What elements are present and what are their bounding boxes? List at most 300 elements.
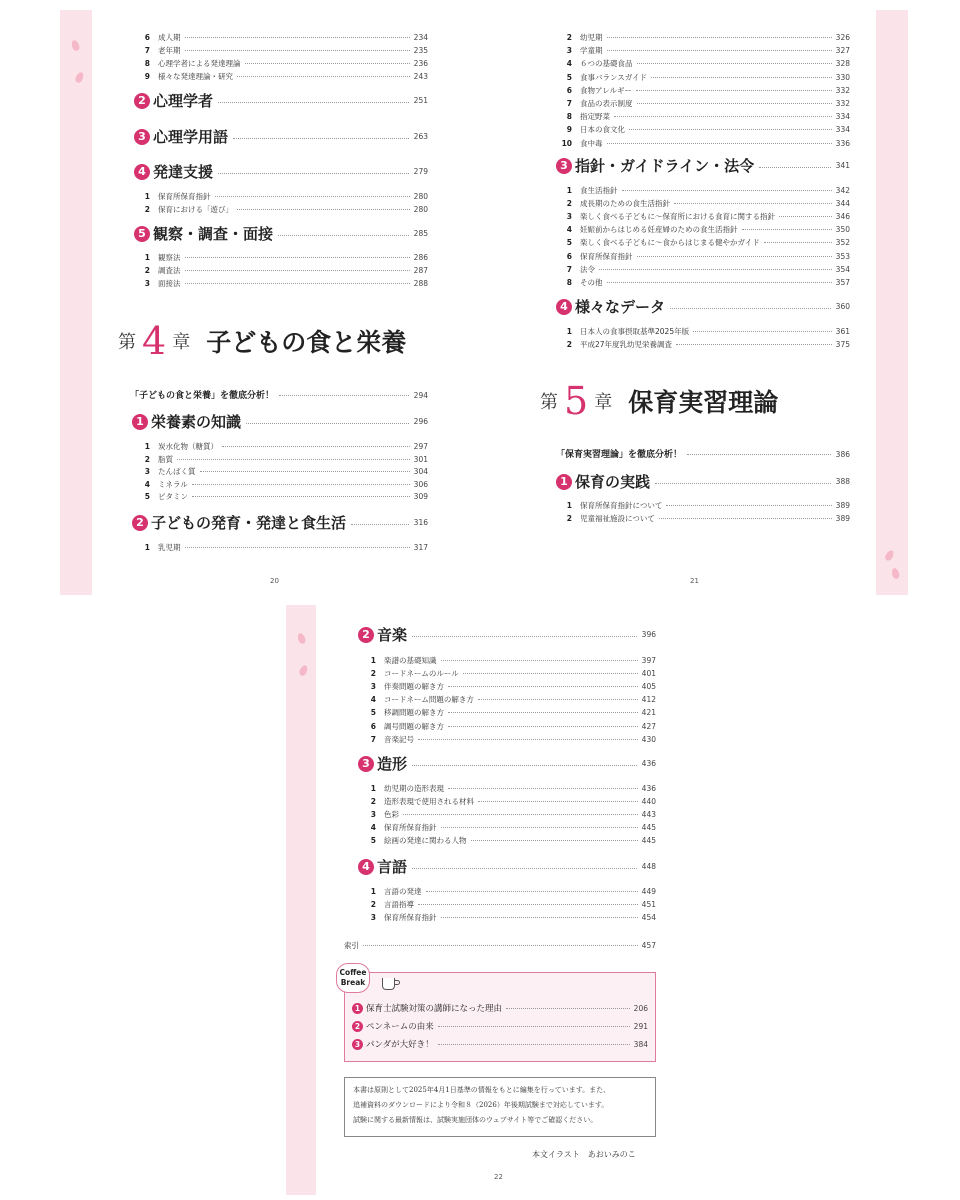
toc-entry[interactable] <box>362 822 656 833</box>
coffee-break-item[interactable] <box>352 1038 648 1050</box>
chapter-analysis-link[interactable] <box>130 388 428 401</box>
entry-page: 421 <box>641 708 656 718</box>
section-heading[interactable] <box>132 411 428 432</box>
toc-entry[interactable] <box>136 479 428 490</box>
coffee-item-badge: 3 <box>352 1039 363 1050</box>
leader-dots <box>438 1044 630 1045</box>
entry-number: 3 <box>370 682 376 692</box>
section-title: 観察・調査・面接 <box>153 225 274 243</box>
entry-number: 2 <box>566 33 572 42</box>
leader-dots <box>237 76 410 77</box>
leader-dots <box>448 712 638 713</box>
toc-entry[interactable] <box>558 32 850 43</box>
entry-title: 指定野菜 <box>580 112 610 122</box>
section-heading[interactable] <box>134 126 428 147</box>
coffee-item-badge: 2 <box>352 1021 363 1032</box>
leader-dots <box>426 891 638 892</box>
chapter-analysis-link[interactable] <box>556 447 850 460</box>
entry-number: 6 <box>566 85 572 95</box>
section-heading[interactable] <box>134 161 428 182</box>
entry-title: 保育所保育指針 <box>580 251 633 261</box>
entry-number: 7 <box>566 264 572 274</box>
entry-title: 観察法 <box>158 253 181 262</box>
toc-entry[interactable] <box>362 809 656 820</box>
entry-number: 10 <box>561 138 572 148</box>
toc-entry[interactable] <box>558 138 850 149</box>
toc-entry[interactable] <box>362 912 656 923</box>
entry-number: 2 <box>566 514 572 523</box>
entry-page: 332 <box>835 85 850 95</box>
toc-entry[interactable] <box>136 204 428 215</box>
entry-page: 280 <box>413 205 428 214</box>
coffee-cup-icon <box>382 978 395 990</box>
notice-line: 試験に関する最新情報は、試験実施団体のウェブサイト等でご確認ください。 <box>353 1116 598 1124</box>
leader-dots <box>471 840 638 841</box>
entry-page: 361 <box>835 327 850 336</box>
leader-dots <box>185 547 410 548</box>
index-title: 索引 <box>344 941 359 950</box>
leader-dots <box>233 138 409 139</box>
leader-dots <box>441 917 638 918</box>
entry-title: 保育所保育指針 <box>158 192 211 201</box>
entry-page: 336 <box>835 138 850 148</box>
entry-page: 451 <box>641 900 656 910</box>
section-number-badge: 2 <box>132 515 148 531</box>
section-heading[interactable] <box>556 155 850 176</box>
leader-dots <box>607 37 832 38</box>
entry-number: 1 <box>370 656 376 665</box>
entry-number: 4 <box>566 59 572 69</box>
entry-number: 1 <box>144 543 150 552</box>
section-number-badge: 3 <box>556 158 572 174</box>
entry-page: 334 <box>835 112 850 122</box>
entry-number: 4 <box>370 695 376 705</box>
leader-dots <box>185 50 410 51</box>
entry-page: 309 <box>413 492 428 501</box>
leader-dots <box>177 459 410 460</box>
section-title: 様々なデータ <box>575 298 666 316</box>
entry-page: 443 <box>641 810 656 820</box>
coffee-break-item[interactable] <box>352 1020 648 1032</box>
coffee-item-title: パンダが大好き！ <box>366 1040 434 1050</box>
entry-number: 1 <box>144 442 150 451</box>
entry-title: ミネラル <box>158 479 188 489</box>
section-page: 279 <box>413 167 428 176</box>
coffee-item-page: 206 <box>633 1004 648 1013</box>
section-title: 栄養素の知識 <box>151 413 242 431</box>
leader-dots <box>651 77 832 78</box>
toc-entry[interactable] <box>558 513 850 524</box>
entry-number: 1 <box>566 501 572 510</box>
entry-number: 1 <box>144 192 150 201</box>
toc-entry[interactable] <box>362 707 656 718</box>
entry-title: 保育所保育指針について <box>580 501 663 510</box>
leader-dots <box>655 483 831 484</box>
toc-entry[interactable] <box>136 491 428 502</box>
entry-page: 235 <box>413 46 428 55</box>
leader-dots <box>245 63 410 64</box>
entry-number: 8 <box>566 277 572 287</box>
entry-title: 面接法 <box>158 279 181 288</box>
toc-entry[interactable] <box>558 85 850 96</box>
entry-title: コードネームのルール <box>384 669 459 679</box>
toc-entry[interactable] <box>136 542 428 553</box>
leader-dots <box>441 660 638 661</box>
entry-title: 音楽記号 <box>384 734 414 744</box>
leader-dots <box>687 454 831 455</box>
section-number-badge: 3 <box>134 129 150 145</box>
entry-title: 楽しく食べる子どもに～保育所における食育に関する指針 <box>580 212 775 222</box>
entry-title: 様々な発達理論・研究 <box>158 72 233 81</box>
coffee-item-title: 保育士試験対策の講師になった理由 <box>366 1004 503 1014</box>
entry-page: 332 <box>835 99 850 108</box>
section-page: 448 <box>641 862 656 871</box>
entry-number: 7 <box>566 99 572 108</box>
entry-title: 食生活指針 <box>580 186 618 195</box>
petal-icon <box>891 567 901 579</box>
entry-title: 保育所保育指針 <box>384 913 437 923</box>
entry-number: 9 <box>566 125 572 135</box>
coffee-item-title: ペンネームの由来 <box>366 1022 434 1032</box>
leader-dots <box>438 1026 630 1027</box>
leader-dots <box>759 167 831 168</box>
toc-entry[interactable] <box>558 251 850 262</box>
entry-title: 学童期 <box>580 46 603 56</box>
section-title: 子どもの発育・発達と食生活 <box>151 514 347 532</box>
entry-number: 5 <box>370 836 376 846</box>
toc-entry[interactable] <box>362 694 656 705</box>
toc-entry[interactable] <box>558 58 850 69</box>
leader-dots <box>614 116 832 117</box>
entry-number: 2 <box>144 454 150 464</box>
page-number: 20 <box>270 577 279 585</box>
entry-title: 調号問題の解き方 <box>384 721 444 731</box>
entry-title: 幼児期 <box>580 33 603 42</box>
toc-entry[interactable] <box>558 277 850 288</box>
leader-dots <box>403 814 638 815</box>
chapter-suffix: 章 <box>172 332 191 353</box>
chapter-number: 4 <box>142 319 167 363</box>
leader-dots <box>463 673 638 674</box>
section-title: 指針・ガイドライン・法令 <box>575 157 755 175</box>
section-number-badge: 4 <box>358 859 374 875</box>
leader-dots <box>218 173 409 174</box>
section-page: 388 <box>835 477 850 486</box>
toc-entry[interactable] <box>558 72 850 83</box>
toc-entry[interactable] <box>362 796 656 807</box>
entry-number: 1 <box>144 253 150 262</box>
entry-number: 4 <box>370 823 376 833</box>
section-page: 436 <box>641 759 656 768</box>
toc-entry[interactable] <box>362 668 656 679</box>
toc-entry[interactable] <box>558 264 850 275</box>
entry-title: 日本の食文化 <box>580 125 625 135</box>
toc-entry[interactable] <box>558 185 850 196</box>
leader-dots <box>693 331 832 332</box>
toc-entry[interactable] <box>136 58 428 69</box>
entry-number: 7 <box>144 46 150 55</box>
entry-number: 2 <box>370 669 376 679</box>
entry-title: 楽しく食べる子どもに～食からはじまる健やかガイド <box>580 238 760 248</box>
leader-dots <box>779 216 832 217</box>
entry-page: 346 <box>835 212 850 222</box>
index-page: 457 <box>641 941 656 950</box>
toc-entry[interactable] <box>558 198 850 209</box>
leader-dots <box>448 726 638 727</box>
entry-page: 350 <box>835 225 850 235</box>
section-heading[interactable] <box>134 223 428 244</box>
entry-title: 色彩 <box>384 810 399 820</box>
entry-page: 326 <box>835 33 850 42</box>
entry-page: 401 <box>641 669 656 679</box>
notice-box <box>344 1077 656 1137</box>
section-page: 263 <box>413 132 428 141</box>
entry-number: 5 <box>566 238 572 248</box>
toc-entry[interactable] <box>362 721 656 732</box>
entry-number: 2 <box>370 900 376 910</box>
entry-page: 389 <box>835 501 850 510</box>
entry-page: 288 <box>413 279 428 288</box>
leader-dots <box>192 484 410 485</box>
toc-entry[interactable] <box>362 835 656 846</box>
entry-number: 6 <box>144 33 150 42</box>
section-title: 心理学者 <box>153 92 214 110</box>
chapter-prefix: 第 <box>540 392 558 413</box>
toc-entry[interactable] <box>136 71 428 82</box>
entry-title: 炭水化物（糖質） <box>158 442 218 451</box>
chapter-title: 子どもの食と栄養 <box>206 328 407 357</box>
leader-dots <box>237 209 410 210</box>
leader-dots <box>637 103 832 104</box>
petal-icon <box>298 664 309 677</box>
decorative-strip <box>876 10 908 595</box>
petal-icon <box>74 71 85 84</box>
toc-entry[interactable] <box>136 265 428 276</box>
section-heading[interactable] <box>556 471 850 492</box>
section-heading[interactable] <box>358 753 656 774</box>
leader-dots <box>637 256 832 257</box>
entry-title: 移調問題の解き方 <box>384 708 444 718</box>
leader-dots <box>215 196 410 197</box>
entry-number: 1 <box>566 186 572 195</box>
page-22 <box>286 605 706 1195</box>
coffee-break-label-line1: Coffee <box>339 968 367 977</box>
entry-number: 2 <box>566 199 572 209</box>
section-number-badge: 4 <box>134 164 150 180</box>
entry-title: 平成27年度乳幼児栄養調査 <box>580 340 673 349</box>
leader-dots <box>412 868 637 869</box>
analysis-title: 「子どもの食と栄養」を徹底分析！ <box>130 391 275 401</box>
toc-entry[interactable] <box>558 339 850 350</box>
section-page: 285 <box>413 229 428 238</box>
entry-page: 354 <box>835 264 850 274</box>
entry-title: 保育所保育指針 <box>384 823 437 833</box>
leader-dots <box>185 283 410 284</box>
chapter-heading <box>540 379 779 423</box>
section-heading[interactable] <box>358 624 656 645</box>
entry-number: 6 <box>370 721 376 731</box>
analysis-page: 294 <box>413 391 428 400</box>
toc-entry[interactable] <box>362 655 656 666</box>
section-page: 341 <box>835 161 850 170</box>
section-number-badge: 5 <box>134 226 150 242</box>
leader-dots <box>670 308 831 309</box>
entry-page: 304 <box>413 467 428 476</box>
notice-line: 追補資料のダウンロードにより令和８（2026）年後期試験まで対応しています。 <box>353 1101 609 1109</box>
leader-dots <box>351 524 409 525</box>
entry-number: 8 <box>566 112 572 122</box>
entry-number: 3 <box>370 913 376 923</box>
entry-title: たんぱく質 <box>158 467 196 476</box>
index-entry[interactable] <box>344 940 656 951</box>
toc-entry[interactable] <box>558 500 850 511</box>
entry-page: 301 <box>413 454 428 464</box>
illustrator-credit: 本文イラスト あおいみのこ <box>532 1150 636 1159</box>
section-heading[interactable] <box>358 856 656 877</box>
toc-entry[interactable] <box>136 454 428 465</box>
chapter-number: 5 <box>564 379 589 423</box>
entry-title: 食事バランスガイド <box>580 72 648 82</box>
toc-entry[interactable] <box>362 734 656 745</box>
entry-title: 心理学者による発達理論 <box>158 59 241 68</box>
section-heading[interactable] <box>132 512 428 533</box>
toc-entry[interactable] <box>558 111 850 122</box>
notice-line: 本書は原則として2025年4月1日基準の情報をもとに編集を行っています。また、 <box>353 1086 611 1094</box>
leader-dots <box>607 143 832 144</box>
toc-entry[interactable] <box>362 899 656 910</box>
toc-entry[interactable] <box>362 886 656 897</box>
leader-dots <box>629 129 832 130</box>
entry-number: 3 <box>370 810 376 820</box>
leader-dots <box>185 270 410 271</box>
toc-entry[interactable] <box>136 278 428 289</box>
section-number-badge: 1 <box>132 414 148 430</box>
toc-entry[interactable] <box>558 326 850 337</box>
entry-number: 2 <box>144 266 150 275</box>
entry-page: 352 <box>835 238 850 248</box>
page-20 <box>60 10 480 595</box>
entry-number: 1 <box>370 784 376 793</box>
analysis-title: 「保育実習理論」を徹底分析！ <box>556 450 683 460</box>
entry-title: 幼児期の造形表現 <box>384 784 444 793</box>
entry-number: 2 <box>370 797 376 807</box>
section-title: 保育の実践 <box>575 473 651 491</box>
toc-entry[interactable] <box>558 45 850 56</box>
entry-page: 236 <box>413 59 428 68</box>
coffee-break-label-line2: Break <box>340 978 366 987</box>
entry-number: 2 <box>144 205 150 214</box>
section-heading[interactable] <box>134 90 428 111</box>
entry-number: 5 <box>370 708 376 718</box>
toc-entry[interactable] <box>362 681 656 692</box>
toc-entry[interactable] <box>558 211 850 222</box>
toc-entry[interactable] <box>558 124 850 135</box>
leader-dots <box>636 90 832 91</box>
toc-entry[interactable] <box>558 224 850 235</box>
leader-dots <box>418 739 638 740</box>
coffee-break-item[interactable] <box>352 1002 648 1014</box>
toc-entry[interactable] <box>136 191 428 202</box>
leader-dots <box>412 636 637 637</box>
entry-title: ６つの基礎食品 <box>580 59 633 69</box>
section-page: 396 <box>641 630 656 639</box>
entry-title: 楽譜の基礎知識 <box>384 656 437 665</box>
entry-page: 430 <box>641 734 656 744</box>
leader-dots <box>218 102 409 103</box>
chapter-prefix: 第 <box>118 332 136 353</box>
entry-title: 脂質 <box>158 454 173 464</box>
section-title: 音楽 <box>377 626 408 644</box>
entry-title: 保育における「遊び」 <box>158 205 233 214</box>
entry-number: 3 <box>566 212 572 222</box>
entry-number: 8 <box>144 59 150 68</box>
entry-number: 1 <box>566 327 572 336</box>
section-page: 251 <box>413 96 428 105</box>
leader-dots <box>278 235 409 236</box>
leader-dots <box>659 518 832 519</box>
entry-number: 3 <box>566 46 572 56</box>
entry-title: 法令 <box>580 264 595 274</box>
coffee-item-badge: 1 <box>352 1003 363 1014</box>
decorative-strip <box>60 10 92 595</box>
entry-page: 375 <box>835 340 850 349</box>
toc-entry[interactable] <box>362 783 656 794</box>
petal-icon <box>70 39 80 52</box>
entry-title: 妊娠前からはじめる妊産婦のための食生活指針 <box>580 225 738 235</box>
entry-page: 353 <box>835 251 850 261</box>
toc-entry[interactable] <box>558 98 850 109</box>
leader-dots <box>185 257 410 258</box>
entry-title: 言語の発達 <box>384 887 422 896</box>
section-title: 言語 <box>377 858 408 876</box>
entry-title: ビタミン <box>158 492 188 501</box>
entry-title: 老年期 <box>158 46 181 55</box>
entry-page: 286 <box>413 253 428 262</box>
toc-entry[interactable] <box>136 32 428 43</box>
toc-entry[interactable] <box>136 441 428 452</box>
toc-entry[interactable] <box>136 466 428 477</box>
entry-number: 3 <box>144 279 150 288</box>
leader-dots <box>200 471 410 472</box>
entry-number: 9 <box>144 72 150 81</box>
section-page: 316 <box>413 518 428 527</box>
leader-dots <box>448 686 638 687</box>
section-heading[interactable] <box>556 296 850 317</box>
analysis-page: 386 <box>835 450 850 459</box>
toc-entry[interactable] <box>136 45 428 56</box>
section-title: 発達支援 <box>153 163 214 181</box>
leader-dots <box>246 423 409 424</box>
entry-page: 306 <box>413 479 428 489</box>
entry-title: 食品の表示制度 <box>580 99 633 108</box>
leader-dots <box>637 63 832 64</box>
entry-title: 児童福祉施設について <box>580 514 655 523</box>
entry-page: 327 <box>835 46 850 56</box>
entry-title: 調査法 <box>158 266 181 275</box>
coffee-item-page: 384 <box>633 1040 648 1049</box>
toc-entry[interactable] <box>136 252 428 263</box>
entry-page: 317 <box>413 543 428 552</box>
entry-number: 6 <box>566 251 572 261</box>
entry-title: 絵画の発達に関わる人物 <box>384 836 467 846</box>
entry-title: 成長期のための食生活指針 <box>580 199 670 209</box>
entry-number: 4 <box>566 225 572 235</box>
entry-page: 449 <box>641 887 656 896</box>
leader-dots <box>622 190 832 191</box>
entry-number: 4 <box>144 479 150 489</box>
section-number-badge: 2 <box>358 627 374 643</box>
toc-entry[interactable] <box>558 237 850 248</box>
